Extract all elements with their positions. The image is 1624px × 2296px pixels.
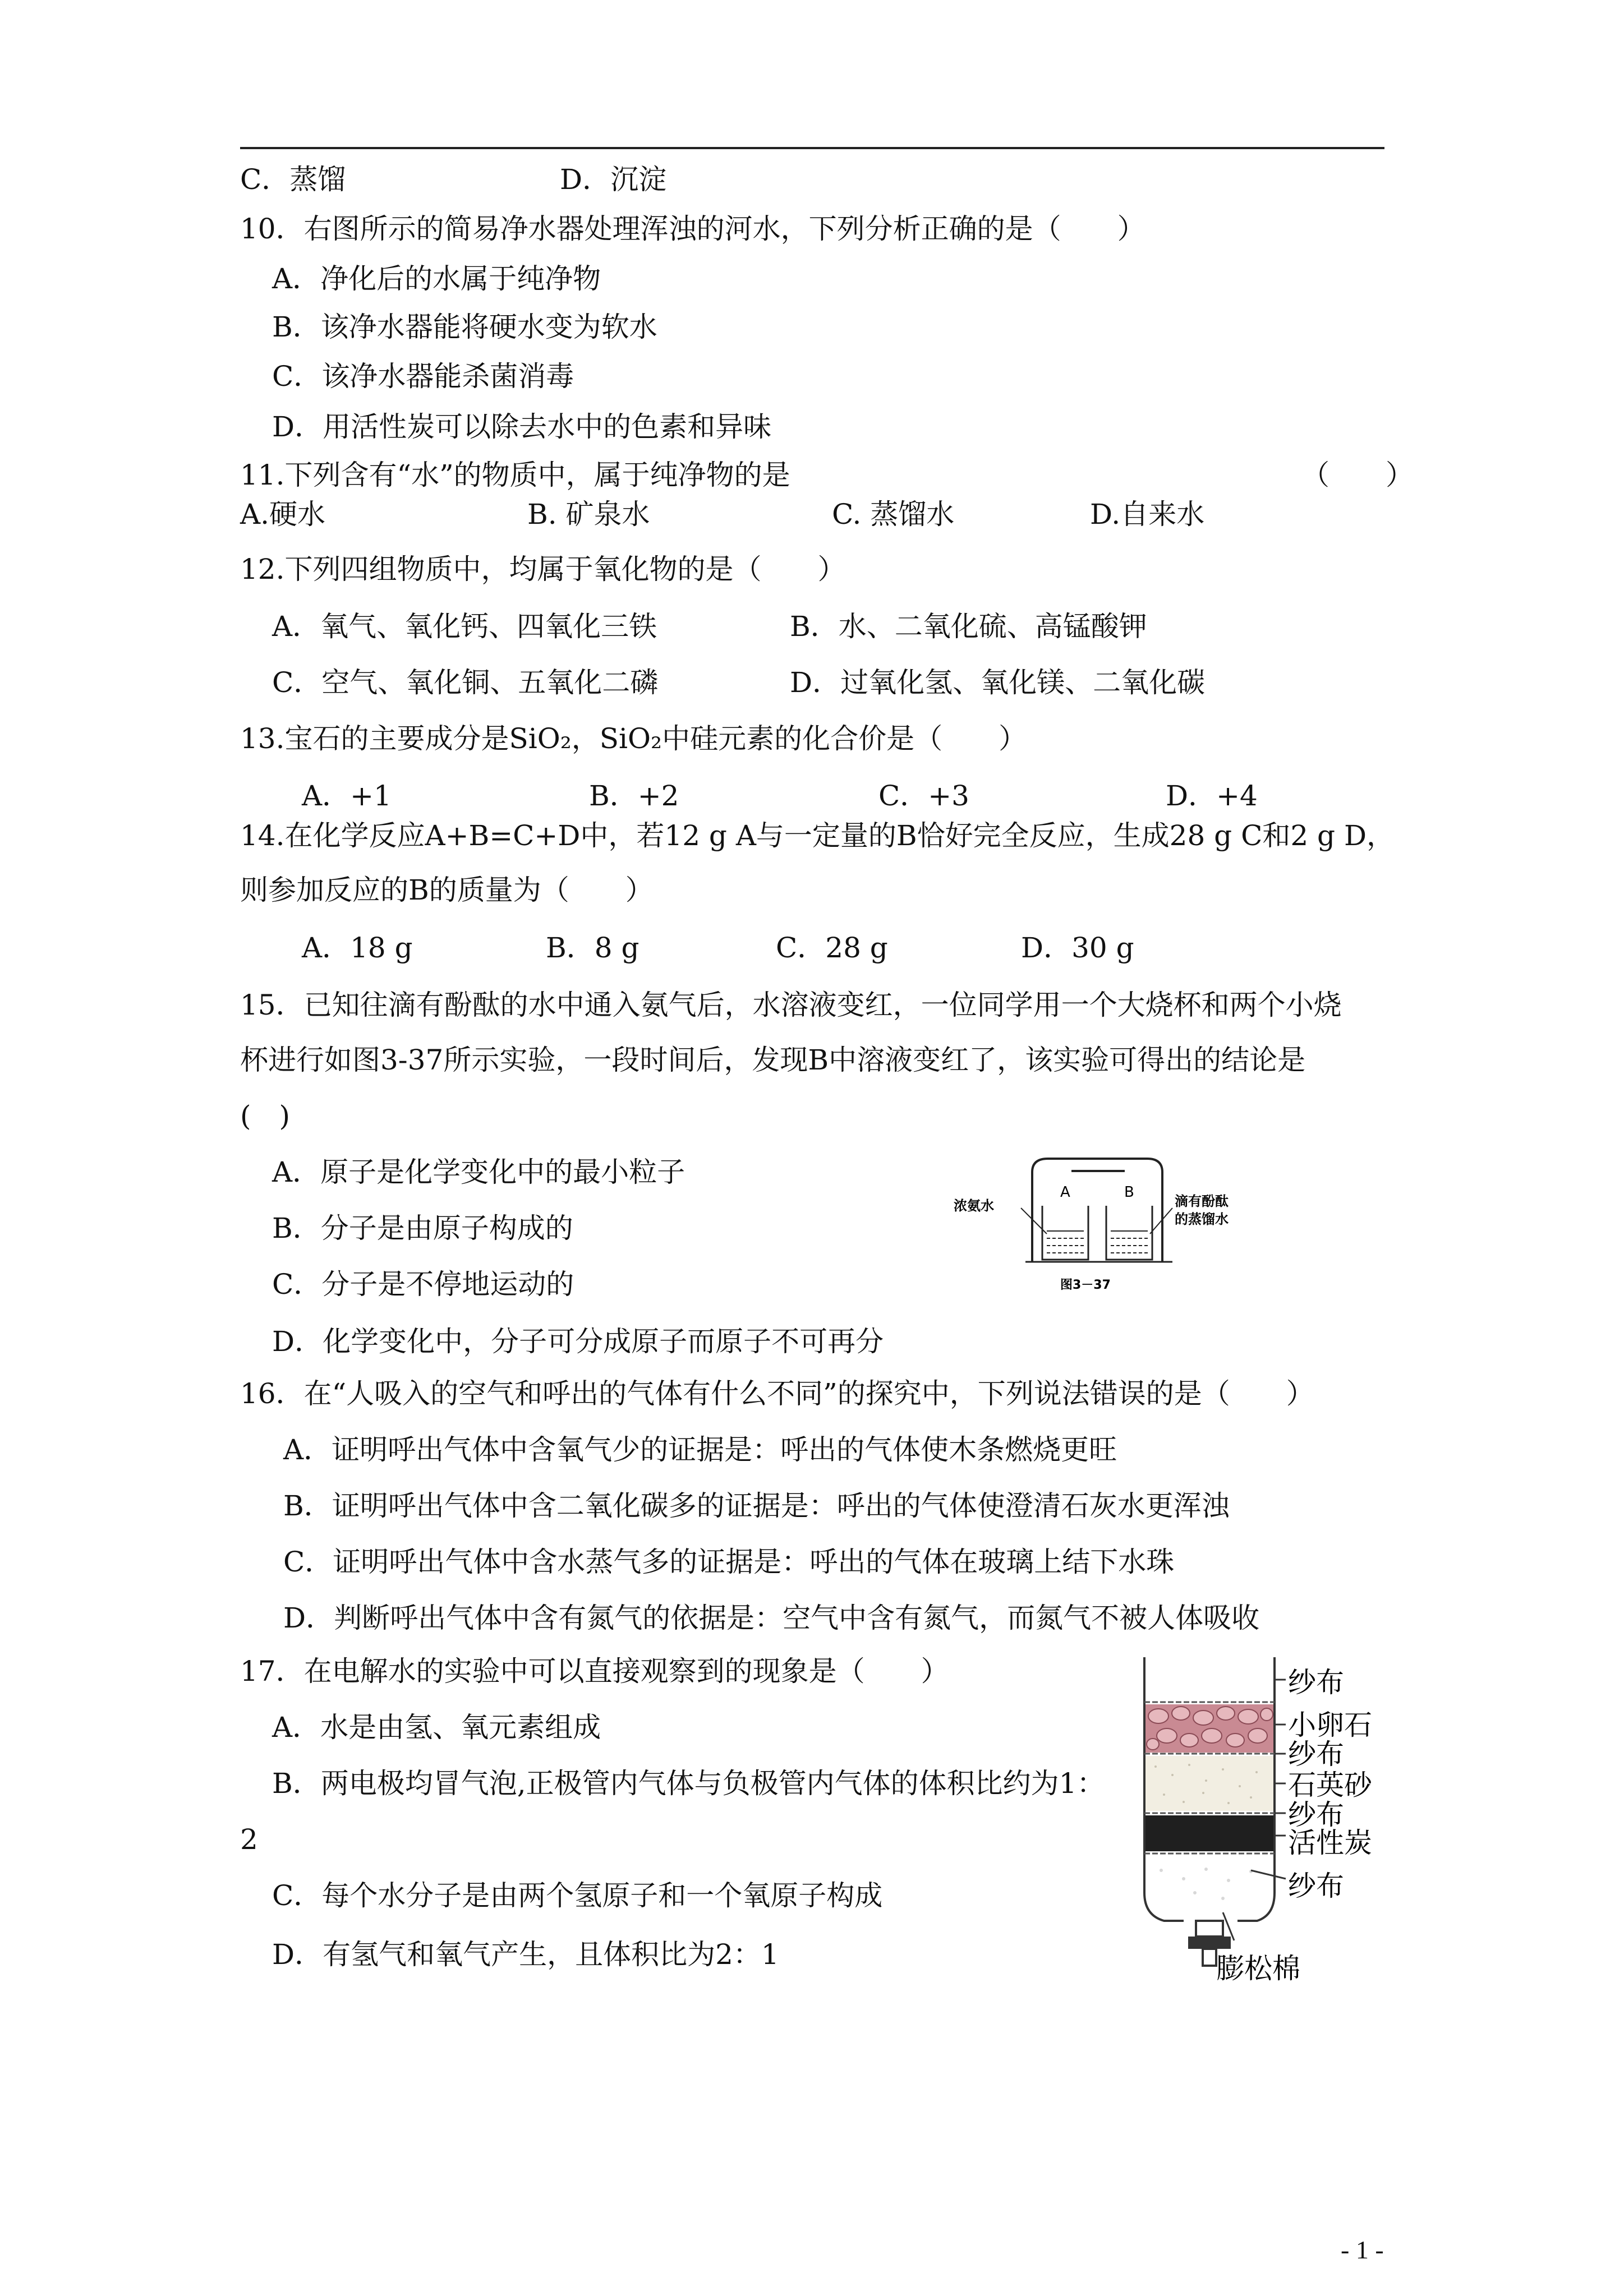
option-a: A．18 g: [302, 932, 413, 964]
q10-option-b: B．该净水器能将硬水变为软水: [272, 311, 657, 343]
q15-option-d: D．化学变化中，分子可分成原子而原子不可再分: [272, 1325, 884, 1358]
q10-option-d: D．用活性炭可以除去水中的色素和异味: [272, 411, 772, 443]
cotton-texture: [1160, 1868, 1253, 1900]
layer-label-quartz-sand: 石英砂: [1288, 1769, 1372, 1801]
q17-option-b-continued: 2: [240, 1823, 258, 1856]
q10-option-a: A．净化后的水属于纯净物: [272, 262, 601, 295]
phenolphthalein-label-2: 的蒸馏水: [1175, 1211, 1229, 1227]
water-filter-drawing: [1133, 1657, 1391, 1983]
q16-option-c: C．证明呼出气体中含水蒸气多的证据是：呼出的气体在玻璃上结下水珠: [283, 1546, 1175, 1578]
layer-label-gauze-3: 纱布: [1288, 1799, 1344, 1831]
option-a: A．氧气、氧化钙、四氧化三铁: [272, 610, 657, 643]
option-a: A．+1: [302, 780, 392, 812]
q11-stem: 11.下列含有“水”的物质中，属于纯净物的是: [240, 459, 790, 491]
layer-label-gauze-2: 纱布: [1288, 1738, 1344, 1771]
q11-bracket: （ ）: [1301, 459, 1414, 491]
option-b: B. 矿泉水: [527, 498, 650, 531]
figure-caption: 图3－37: [1060, 1278, 1111, 1292]
q14-stem-line2: 则参加反应的B的质量为（ ）: [240, 874, 654, 906]
layer-label-pebbles: 小卵石: [1288, 1709, 1372, 1741]
q17-option-a: A．水是由氢、氧元素组成: [272, 1711, 601, 1744]
layer-label-activated-carbon: 活性炭: [1288, 1827, 1372, 1859]
q15-stem-line2: 杯进行如图3-37所示实验，一段时间后，发现B中溶液变红了，该实验可得出的结论是: [240, 1044, 1306, 1076]
option-d: D．30 g: [1021, 932, 1134, 964]
option-b: B．水、二氧化硫、高锰酸钾: [790, 610, 1147, 643]
layer-label-gauze-4: 纱布: [1288, 1870, 1344, 1902]
q12-stem: 12.下列四组物质中，均属于氧化物的是（ ）: [240, 553, 846, 585]
option-c: C．蒸馏: [240, 163, 346, 196]
option-c: C．28 g: [776, 932, 888, 964]
figure-3-37-drawing: [954, 1150, 1268, 1301]
option-c: C．空气、氧化铜、五氧化二磷: [272, 666, 659, 699]
q16-option-b: B．证明呼出气体中含二氧化碳多的证据是：呼出的气体使澄清石灰水更浑浊: [283, 1490, 1230, 1522]
q13-stem: 13.宝石的主要成分是SiO₂，SiO₂中硅元素的化合价是（ ）: [240, 722, 1027, 755]
option-d: D．+4: [1166, 780, 1258, 812]
option-b: B．8 g: [546, 932, 640, 964]
layer-label-gauze-1: 纱布: [1288, 1666, 1344, 1699]
q17-stem: 17．在电解水的实验中可以直接观察到的现象是（ ）: [240, 1655, 949, 1688]
q15-option-a: A．原子是化学变化中的最小粒子: [272, 1156, 686, 1188]
figure-3-37: [954, 1150, 1268, 1301]
option-c: C. 蒸馏水: [832, 498, 955, 531]
option-c: C．+3: [878, 780, 969, 812]
q16-stem: 16．在“人吸入的空气和呼出的气体有什么不同”的探究中，下列说法错误的是（ ）: [240, 1377, 1314, 1410]
page-number: - 1 -: [1341, 2235, 1384, 2264]
q17-option-b: B．两电极均冒气泡,正极管内气体与负极管内气体的体积比约为1：: [272, 1767, 1105, 1800]
layer-label-fluffy-cotton: 膨松棉: [1216, 1952, 1300, 1983]
q15-option-c: C．分子是不停地运动的: [272, 1268, 574, 1301]
q16-option-a: A．证明呼出气体中含氧气少的证据是：呼出的气体使木条燃烧更旺: [283, 1433, 1117, 1466]
option-b: B．+2: [589, 780, 679, 812]
option-d: D．沉淀: [560, 163, 667, 196]
q10-stem: 10．右图所示的简易净水器处理浑浊的河水，下列分析正确的是（ ）: [240, 213, 1145, 245]
option-a: A.硬水: [240, 498, 326, 531]
q16-option-d: D．判断呼出气体中含有氮气的依据是：空气中含有氮气，而氮气不被人体吸收: [283, 1602, 1260, 1634]
ammonia-label: 浓氨水: [954, 1198, 994, 1214]
q17-option-d: D．有氢气和氧气产生，且体积比为2：1: [272, 1938, 779, 1971]
q17-option-c: C．每个水分子是由两个氢原子和一个氧原子构成: [272, 1879, 883, 1912]
phenolphthalein-label-1: 滴有酚酞: [1175, 1193, 1229, 1209]
q15-option-b: B．分子是由原子构成的: [272, 1212, 573, 1244]
q15-stem-line3: ( ): [240, 1100, 291, 1132]
beaker-b-label: B: [1124, 1184, 1134, 1201]
beaker-a-label: A: [1060, 1184, 1070, 1201]
q15-stem-line1: 15．已知往滴有酚酞的水中通入氨气后，水溶液变红，一位同学用一个大烧杯和两个小烧: [240, 989, 1342, 1021]
header-rule: [240, 147, 1384, 149]
q10-option-c: C．该净水器能杀菌消毒: [272, 360, 574, 393]
q14-stem-line1: 14.在化学反应A+B=C+D中，若12 g A与一定量的B恰好完全反应，生成28 g C和2 g D，: [240, 819, 1395, 852]
option-d: D.自来水: [1090, 498, 1205, 531]
option-d: D．过氧化氢、氧化镁、二氧化碳: [790, 666, 1206, 699]
water-filter-figure: [1133, 1657, 1391, 1983]
